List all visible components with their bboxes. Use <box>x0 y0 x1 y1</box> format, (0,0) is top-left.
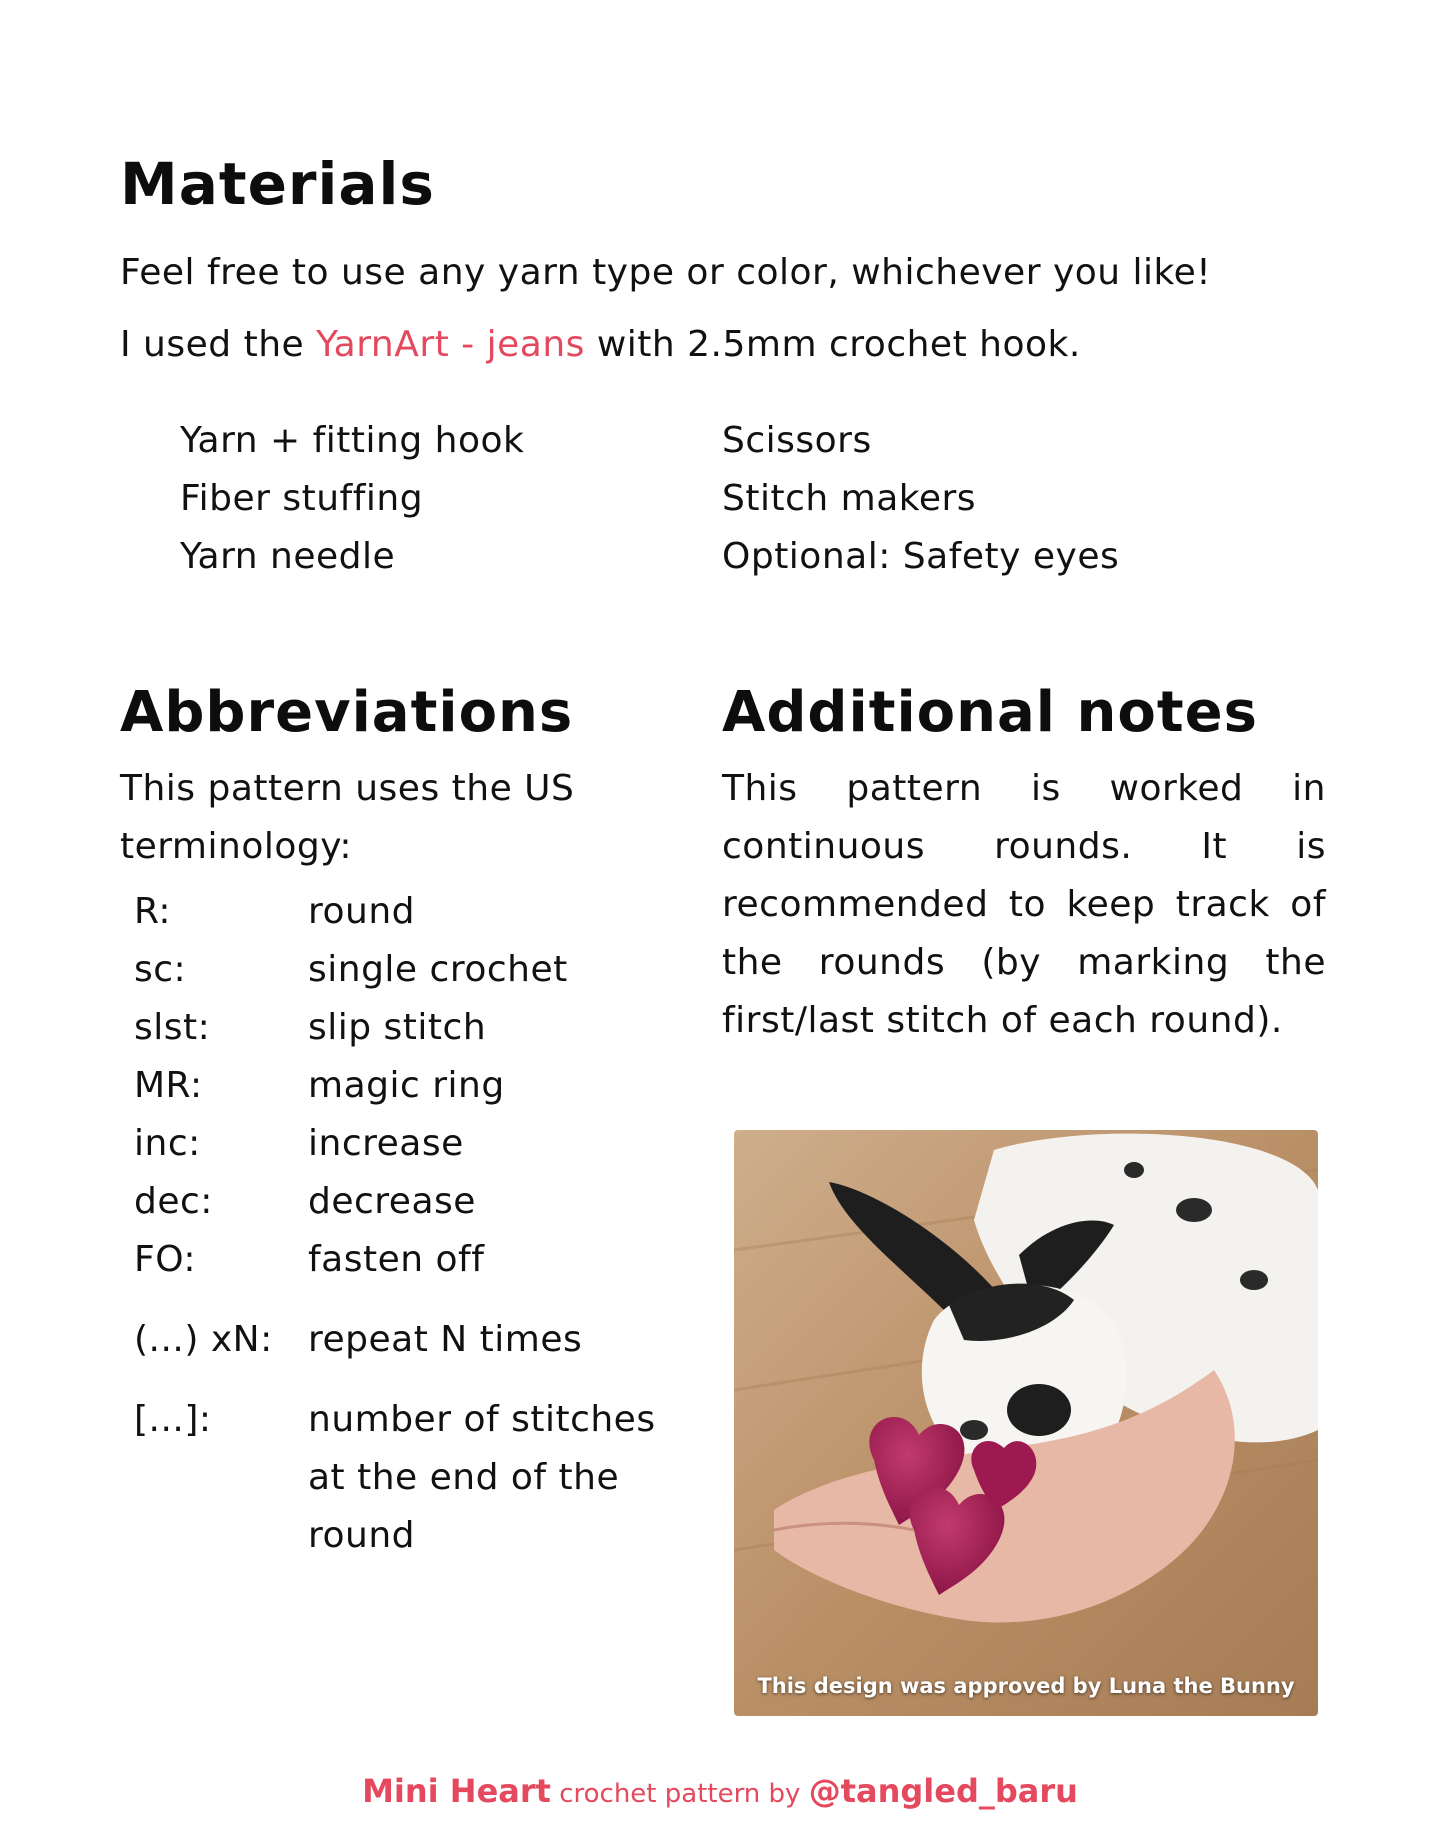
abbreviation-row <box>134 1369 668 1565</box>
abbreviation-key: FO: <box>134 1239 197 1280</box>
abbreviation-row <box>134 941 668 999</box>
material-item: Scissors <box>722 420 872 461</box>
additional-notes-text: This pattern is worked in continuous rounds. It is recommended to keep track of the rounds (by marking the first/last stitch of each round). <box>722 768 1326 1041</box>
abbreviation-value: increase <box>308 1123 464 1164</box>
materials-list-right <box>722 412 1119 586</box>
abbreviation-key: dec: <box>134 1181 213 1222</box>
photo-caption: This design was approved by Luna the Bunny <box>757 1674 1295 1698</box>
material-item: Optional: Safety eyes <box>722 536 1120 577</box>
abbreviation-value: slip stitch <box>308 1007 487 1048</box>
footer-handle: @tangled_baru <box>808 1772 1078 1810</box>
bunny-photo <box>734 1130 1318 1716</box>
material-item: Yarn needle <box>180 536 396 577</box>
abbreviations-intro: This pattern uses the US terminology: <box>120 768 575 867</box>
abbreviation-key: sc: <box>134 949 187 990</box>
materials-heading: Materials <box>120 150 435 218</box>
materials-intro-line-1: Feel free to use any yarn type or color, whichever you like! <box>120 252 1212 293</box>
bunny-eye-patch <box>1007 1384 1071 1436</box>
footer-byline: crochet pattern by <box>550 1779 809 1809</box>
materials-intro-line-2 <box>120 324 1081 365</box>
abbreviation-row <box>134 999 668 1057</box>
abbreviation-row <box>134 1173 668 1231</box>
abbreviation-key: slst: <box>134 1007 211 1048</box>
abbreviation-key: MR: <box>134 1065 203 1106</box>
abbreviations-table <box>134 883 668 1565</box>
footer-pattern-title: Mini Heart <box>362 1772 551 1810</box>
abbreviation-row <box>134 1289 668 1369</box>
materials-list-left <box>180 412 524 586</box>
abbreviation-key: [...]: <box>134 1399 212 1440</box>
abbreviation-key: R: <box>134 891 172 932</box>
abbreviation-row <box>134 1057 668 1115</box>
material-item: Fiber stuffing <box>180 478 424 519</box>
material-item: Yarn + fitting hook <box>180 420 525 461</box>
abbreviations-heading: Abbreviations <box>120 680 574 745</box>
abbreviation-value: number of stitches at the end of the round <box>308 1399 656 1556</box>
abbreviation-row <box>134 883 668 941</box>
yarn-brand-highlight: YarnArt - jeans <box>316 324 585 365</box>
abbreviation-row <box>134 1115 668 1173</box>
abbreviation-value: decrease <box>308 1181 476 1222</box>
abbreviation-value: fasten off <box>308 1239 485 1280</box>
abbreviation-value: round <box>308 891 416 932</box>
abbreviation-row <box>134 1231 668 1289</box>
additional-notes-heading: Additional notes <box>722 680 1258 745</box>
abbreviation-value: repeat N times <box>308 1319 583 1360</box>
abbreviation-value: magic ring <box>308 1065 505 1106</box>
material-item: Stitch makers <box>722 478 977 519</box>
intro-line-2-pre: I used the <box>120 324 317 365</box>
abbreviation-value: single crochet <box>308 949 568 990</box>
abbreviation-key: inc: <box>134 1123 201 1164</box>
abbreviation-key: (...) xN: <box>134 1319 273 1360</box>
footer <box>0 1772 1440 1810</box>
bunny-photo-illustration <box>734 1130 1318 1716</box>
intro-line-2-post: with 2.5mm crochet hook. <box>584 324 1081 365</box>
